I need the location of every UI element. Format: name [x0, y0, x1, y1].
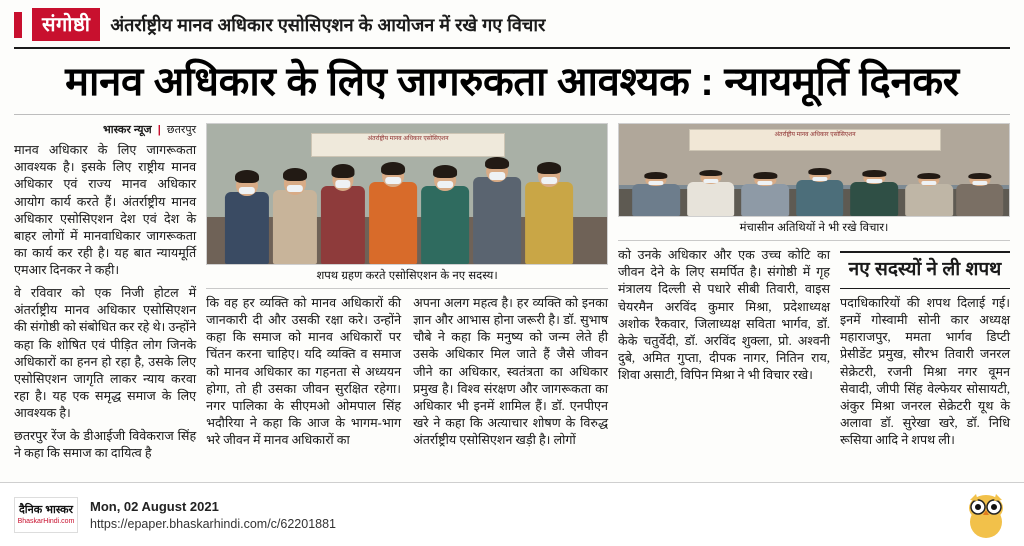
- mid-text-columns: [206, 295, 608, 455]
- paragraph: मानव अधिकार के लिए जागरूकता आवश्यक है। इसके लिए राष्ट्रीय मानव अधिकार एवं राज्य मानव अधिकार आयोग कार्य करते हैं। अंतर्राष्ट्रीय मानव अधिकार एसोसिएशन देश एवं देश के बाहर लोगों में मानवाधिकार जागरूकता का कार्य कर रही है। यह बात न्यायमूर्ति एमआर दिनकर ने कही।: [14, 143, 197, 278]
- article-body: [14, 123, 1010, 461]
- byline: [14, 123, 196, 138]
- sidebar-heading: नए सदस्यों ने ली शपथ: [840, 251, 1010, 289]
- sidebar-box: [840, 247, 1010, 455]
- kicker-text: अंतर्राष्ट्रीय मानव अधिकार एसोसिएशन के आयोजन में रखे गए विचार: [110, 14, 546, 35]
- photo-caption: शपथ ग्रहण करते एसोसिएशन के नए सदस्य।: [206, 265, 608, 289]
- article-column-1: [14, 123, 197, 461]
- paragraph: कि वह हर व्यक्ति को मानव अधिकारों की जानकारी दी और उसकी रक्षा करे। उन्होंने कहा कि समाज को मानव अधिकारों पर चिंतन करना चाहिए। यदि व्यक्ति व समाज को मानव अधिकार का गहनता से अध्ययन होगा, तो ही उसका जीवन सुरक्षित रहेगा। नगर पालिका के सीएमओ ओमपाल सिंह भदौरिया ने कहा कि आज के भागम-भाग भरे जीवन में मानव अधिकारों का: [206, 296, 402, 448]
- photo-person: [954, 163, 1005, 216]
- photo-person: [471, 144, 523, 264]
- photo-person: [367, 147, 419, 264]
- logo-line1: दैनिक भास्कर: [18, 503, 74, 516]
- photo-person: [904, 163, 955, 216]
- photo-person: [631, 163, 682, 216]
- photo-banner-text: अंतर्राष्ट्रीय मानव अधिकार एसोसिएशन: [774, 131, 856, 138]
- paragraph: पदाधिकारियों की शपथ दिलाई गई। इनमें गोस्वामी सोनी कार अध्यक्ष महाराजपुर, ममता भार्गव डिप्टी प्रेसीडेंट प्रमुख, सौरभ तिवारी जनरल सेक्रेटरी, रजनी मिश्रा नगर वूमन सेवादी, जीपी सिंह वेल्फेयर सोसायटी, अंकुर मिश्रा जनरल सेक्रेटरी यूथ के अलावा डॉ. सुरेखा खरे, डॉ. निधि रूसिया आदि ने शपथ ली।: [840, 296, 1010, 448]
- bhaskar-logo: [14, 497, 78, 533]
- article-column-2a: [206, 295, 401, 455]
- byline-source: भास्कर न्यूज: [103, 124, 152, 137]
- paragraph: को उनके अधिकार और एक उच्च कोटि का जीवन देने के लिए समर्पित है। संगोष्ठी में गृह मंत्रालय दिल्ली से पधारे सीबी तिवारी, वाइस चेयरमैन अरविंद कुमार मिश्रा, प्रदेशाध्यक्ष अशोक रैकवार, जिलाध्यक्ष सविता भार्गव, डॉ. केके चतुर्वेदी, डॉ. अरविंद शुक्ला, प्रो. अश्वनी दुबे, अमित गुप्ता, दीपक नागर, नितिन राय, शिवा असाटी, विपिन मिश्रा ने भी विचार रखे।: [618, 248, 830, 383]
- photo-guests-on-dais: [618, 123, 1010, 217]
- photo-banner-text: अंतर्राष्ट्रीय मानव अधिकार एसोसिएशन: [367, 135, 449, 142]
- article-column-2b: [413, 295, 608, 455]
- photo-scene: [207, 124, 607, 264]
- kicker-badge: संगोष्ठी: [32, 8, 100, 41]
- photo-person: [523, 147, 575, 264]
- photo-scene: [619, 124, 1009, 216]
- photo-person: [319, 149, 367, 264]
- kicker-bar: [14, 8, 1010, 49]
- photo-person: [685, 161, 736, 216]
- article-column-3a: [618, 247, 830, 455]
- byline-place: छतरपुर: [166, 124, 197, 137]
- photo-person: [271, 152, 319, 264]
- page-footer: [0, 482, 1024, 546]
- right-columns: [618, 247, 1010, 455]
- logo-line2: BhaskarHindi.com: [17, 517, 75, 525]
- epaper-url[interactable]: https://epaper.bhaskarhindi.com/c/62201881: [90, 516, 337, 531]
- paragraph: अपना अलग महत्व है। हर व्यक्ति को इनका ज्ञान और आभास होना जरूरी है। डॉ. सुभाष चौबे ने कहा कि मनुष्य को जन्म लेते ही उसके अधिकार मिल जाते हैं जैसे जीवन जीने का अधिकार, स्वतंत्रता का अधिकार प्रमुख है। विश्व संरक्षण और जागरूकता का अधिकार भी इनमें शामिल हैं। डॉ. एनपीएन खरे ने कहा कि अत्याचार शोषण के विरुद्ध अंतर्राष्ट्रीय एसोसिएशन खड़ी है। लोगों: [413, 296, 609, 448]
- owl-icon: [964, 492, 1008, 540]
- page-title: मानव अधिकार के लिए जागरुकता आवश्यक : न्यायमूर्ति दिनकर: [65, 60, 959, 104]
- photo-person: [419, 149, 471, 264]
- photo-caption: मंचासीन अतिथियों ने भी रखे विचार।: [618, 217, 1010, 241]
- paragraph: वे रविवार को एक निजी होटल में अंतर्राष्ट्रीय मानव अधिकार एसोसिएशन की संगोष्ठी को संबोधित कर रहे थे। उन्होंने कहा कि शोषित एवं पीड़ित लोग जिनके अधिकारों का हनन हो रहा है, उसके लिए एसोसिएशन जागृति लाकर न्याय करवा रहा है। यह एक समृद्ध समाज के लिए आवश्यक है।: [14, 286, 197, 421]
- photo-person: [740, 163, 791, 216]
- photo-oath-ceremony: [206, 123, 608, 265]
- photo-person: [795, 159, 846, 216]
- publication-date: Mon, 02 August 2021: [90, 498, 219, 514]
- paragraph: छतरपुर रेंज के डीआईजी विवेकराज सिंह ने कहा कि समाज का दायित्व है: [14, 429, 197, 461]
- byline-separator: |: [157, 124, 161, 137]
- article-column-2: [206, 123, 608, 455]
- headline-divider: [14, 114, 1010, 115]
- photo-person: [849, 161, 900, 216]
- footer-text: [90, 499, 336, 531]
- photo-person: [223, 155, 271, 264]
- article-column-3: [618, 123, 1010, 455]
- kicker-red-rule: [14, 12, 22, 38]
- photo-banner: [689, 129, 941, 151]
